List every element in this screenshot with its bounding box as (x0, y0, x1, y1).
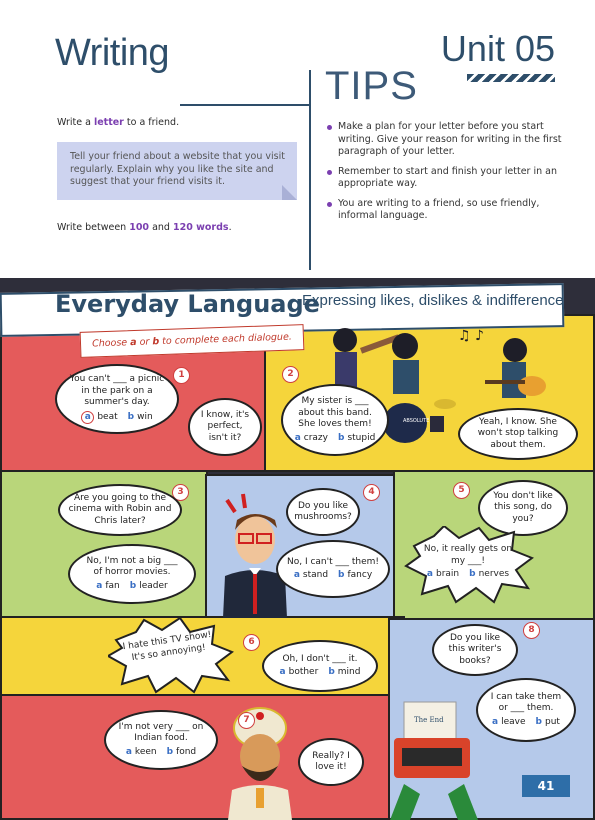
dialogue-number: 6 (243, 634, 260, 651)
option-a-label: a (294, 432, 301, 443)
speech-bubble (55, 364, 179, 434)
speech-bubble (104, 710, 218, 770)
page-number: 41 (522, 775, 570, 797)
comic-title: Everyday Language (55, 290, 320, 318)
bubble-text: You don't like this song, do you? (493, 490, 553, 524)
speech-bubble (276, 540, 390, 598)
dialogue-number: 8 (523, 622, 540, 639)
tip-item: Make a plan for your letter before you start writing. Give your reason for writing in the first paragraph of your letter. (327, 121, 562, 159)
bubble-text: I'm not very ___ on Indian food. (118, 721, 204, 744)
bubble-text: I can take them or ___ them. (490, 691, 562, 714)
bubble-text: My sister is ___ about this band. She loves them! (298, 396, 372, 429)
bubble-text: Do you like mushrooms? (294, 500, 352, 522)
limit-prefix: Write between (57, 222, 130, 233)
speech-bubble (476, 678, 576, 742)
bubble-text: Are you going to the cinema with Robin and Chris later? (68, 492, 172, 526)
option-b-label: b (338, 570, 345, 580)
comic-subtitle: Expressing likes, dislikes & indifference (302, 292, 564, 309)
option-a-label: a (125, 746, 132, 757)
option-b[interactable]: put (545, 716, 560, 727)
dialogue-number: 5 (453, 482, 470, 499)
svg-text:♫ ♪: ♫ ♪ (458, 328, 484, 344)
page-title: Writing (55, 32, 170, 74)
word-limit (57, 222, 232, 233)
speech-bubble (262, 640, 378, 692)
tips-list (327, 121, 562, 230)
speech-bubble (188, 398, 262, 456)
bubble-text: I hate this TV show! It's so annoying! (122, 629, 213, 663)
option-b[interactable]: leader (139, 580, 168, 591)
dialogue-number: 2 (282, 366, 299, 383)
instr-a: a (129, 336, 137, 349)
bubble-text: No, I can't ___ them! (286, 556, 379, 567)
instr-b: b (152, 336, 160, 348)
option-a[interactable]: keen (134, 746, 157, 757)
task-suffix: to a friend. (123, 117, 180, 128)
dialogue-number: 1 (173, 367, 190, 384)
comic-section (0, 278, 595, 820)
speech-bubble (286, 488, 360, 536)
limit-suffix: . (228, 222, 232, 233)
option-b-label: b (469, 569, 476, 579)
dialogue-number: 7 (238, 712, 255, 729)
dialogue-number: 3 (172, 484, 189, 501)
option-a[interactable]: brain (435, 569, 460, 579)
option-a[interactable]: beat (97, 411, 118, 422)
option-a[interactable]: fan (105, 580, 120, 591)
speech-bubble (458, 408, 578, 460)
unit-label: Unit 05 (440, 28, 555, 69)
option-a-label: a (492, 716, 499, 727)
turban-man-illustration (222, 696, 298, 820)
bubble-text: You can't ___ a picnic in the park on a summer's day. (69, 374, 165, 408)
speech-bubble (432, 624, 518, 676)
option-a[interactable]: crazy (303, 432, 328, 443)
speech-bubble (68, 544, 196, 604)
limit-mid: and (149, 222, 173, 233)
tip-item: You are writing to a friend, so use friendly, informal language. (327, 198, 562, 223)
bubble-text: Do you like this writer's books? (448, 632, 502, 666)
option-a-label: a (81, 411, 94, 424)
tips-title: TIPS (325, 64, 418, 108)
option-b[interactable]: nerves (478, 569, 510, 579)
bubble-text: No, I'm not a big ___ of horror movies. (86, 555, 178, 578)
instr-pre: Choose (91, 337, 131, 350)
task-instruction (57, 117, 179, 128)
limit-min: 100 (129, 222, 150, 233)
task-highlight: letter (93, 117, 124, 128)
bubble-text: Really? I love it! (312, 750, 350, 772)
dialogue-number: 4 (363, 484, 380, 501)
option-b-label: b (328, 667, 335, 677)
option-a[interactable]: leave (501, 716, 526, 727)
bubble-text: Oh, I don't ___ it. (282, 653, 358, 664)
limit-max: 120 words (172, 222, 229, 233)
option-b-label: b (127, 411, 135, 422)
instr-mid: or (136, 336, 153, 348)
option-a[interactable]: bother (288, 667, 319, 677)
drum-label: ABSOLUTE (403, 418, 430, 424)
option-b[interactable]: stupid (347, 432, 376, 443)
option-b[interactable]: mind (337, 667, 361, 677)
option-b-label: b (166, 746, 174, 757)
task-prefix: Write a (57, 117, 94, 128)
tip-item: Remember to start and finish your letter in an appropriate way. (327, 166, 562, 191)
paper-text: The End (414, 716, 444, 724)
speech-bubble (281, 384, 389, 456)
bubble-text: I know, it's perfect, isn't it? (200, 409, 250, 443)
option-b-label: b (535, 716, 542, 727)
option-a-label: a (279, 667, 286, 677)
option-b-label: b (337, 432, 345, 443)
bubble-text: No, it really gets on my ___! (423, 544, 513, 566)
option-a-label: a (293, 570, 300, 580)
speech-bubble (298, 738, 364, 786)
option-a[interactable]: stand (302, 570, 329, 580)
option-a-label: a (426, 569, 433, 579)
speech-bubble (58, 484, 182, 536)
divider-horizontal (180, 104, 310, 106)
task-note: Tell your friend about a website that you visit regularly. Explain why you like the site and suggest that your friend visits it. (70, 151, 285, 187)
unit-stripe (467, 74, 555, 82)
bubble-text: Yeah, I know. She won't stop talking about them. (477, 416, 559, 450)
option-a-label: a (96, 580, 103, 591)
option-b-label: b (129, 580, 137, 591)
option-b[interactable]: win (137, 411, 153, 422)
instr-post: to complete each dialogue. (158, 331, 293, 348)
option-b[interactable]: fancy (347, 570, 373, 580)
divider-vertical (309, 70, 311, 270)
option-b[interactable]: fond (176, 746, 197, 757)
spiky-bubble (420, 544, 516, 581)
